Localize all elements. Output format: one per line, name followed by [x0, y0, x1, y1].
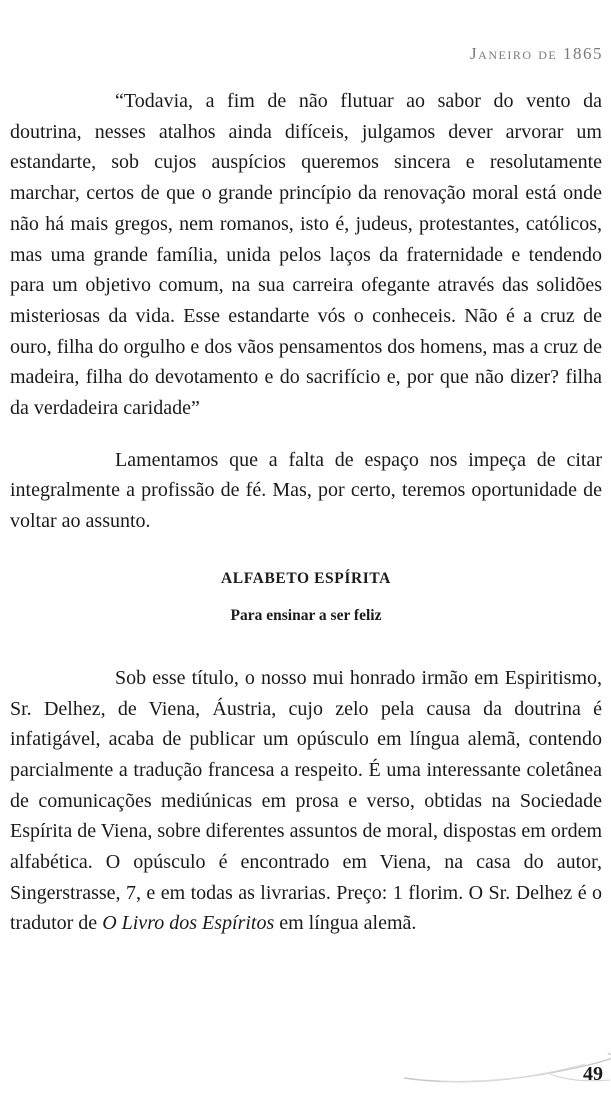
alfabeto-paragraph — [10, 663, 602, 939]
page-body — [10, 86, 602, 939]
running-header: Janeiro de 1865 — [470, 44, 603, 63]
quote-paragraph: “Todavia, a fim de não flutuar ao sabor do vento da doutrina, nesses atalhos ainda difíceis, julgamos dever arvorar um estandarte, sob cujos auspícios queremos sincera e resolutamente marchar, certos de que o grande princípio da renovação moral está onde não há mais gregos, nem romanos, isto é, judeus, protestantes, católicos, mas uma grande família, unida pelos laços da fraternidade e tendendo para um objetivo comum, na sua carreira ofegante através das solidões misteriosas da vida. Esse estandarte vós o conheceis. Não é a cruz de ouro, filha do orgulho e dos vãos pensamentos dos homens, mas a cruz de madeira, filha do devotamento e do sacrifício e, por que não dizer? filha da verdadeira caridade” — [10, 90, 602, 420]
page-footer — [0, 1050, 611, 1097]
section-subtitle: Para ensinar a ser feliz — [230, 606, 382, 624]
closing-paragraph: Lamentamos que a falta de espaço nos impeça de citar integralmente a profissão de fé. Mas, por certo, teremos oportunidade de voltar ao assunto. — [10, 448, 602, 533]
book-title: O Livro dos Espíritos — [102, 912, 275, 935]
page-number: 49 — [583, 1063, 603, 1085]
alfabeto-paragraph-tail: em língua alemã. — [279, 912, 417, 935]
section-title: ALFABETO ESPÍRITA — [221, 569, 391, 587]
swoosh-ornament-icon — [400, 1050, 611, 1090]
alfabeto-paragraph-text: Sob esse título, o nosso mui honrado irmão em Espiritismo, Sr. Delhez, de Viena, Áustria, cujo zelo pela causa da doutrina é infatigável, acaba de publicar um opúsculo em língua alemã, contendo parcialmente a tradução francesa a respeito. É uma interessante coletânea de comunicações mediúnicas em prosa e verso, obtidas na Sociedade Espírita de Viena, sobre diferentes assuntos de moral, dispostas em ordem alfabética. O opúsculo é encontrado em Viena, na casa do autor, Singerstrasse, 7, e em todas as livrarias. Preço: 1 florim. O Sr. Delhez é o tradutor de — [10, 666, 602, 935]
